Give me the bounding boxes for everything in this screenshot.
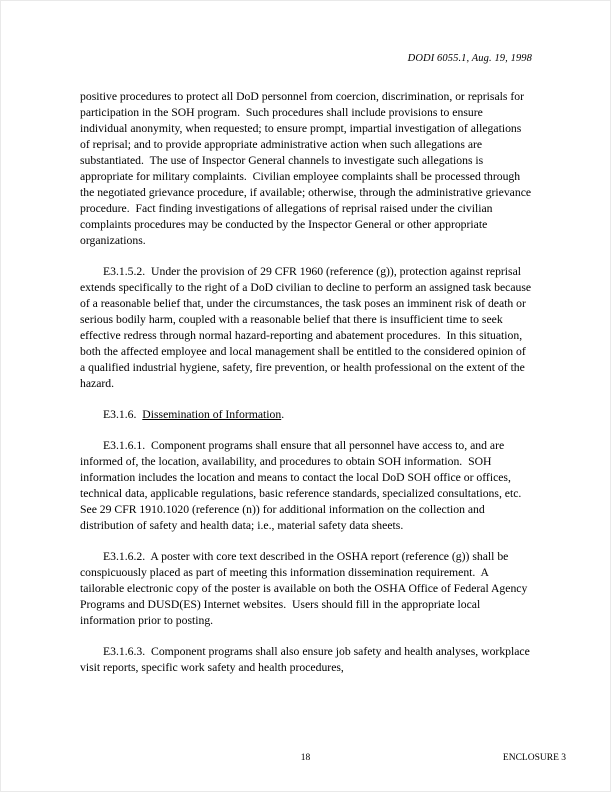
section-heading-title: Dissemination of Information: [142, 408, 282, 421]
document-id-header: DODI 6055.1, Aug. 19, 1998: [407, 53, 532, 64]
paragraph-e3-1-6-3: E3.1.6.3. Component programs shall also ensure job safety and health analyses, workplace visit reports, specific work safety and health procedures,: [80, 645, 533, 674]
section-heading-period: .: [281, 408, 285, 421]
paragraph-e3-1-6-2: E3.1.6.2. A poster with core text described in the OSHA report (reference (g)) shall be conspicuously placed as part of meeting this information dissemination requirement. A tailorable electronic copy of the poster is available on both the OSHA Office of Federal Agency Programs and DUSD(ES) Internet websites. Users should fill in the appropriate local information prior to posting.: [80, 550, 531, 627]
section-heading-number: E3.1.6.: [103, 408, 143, 421]
paragraph-e3-1-5-2: E3.1.5.2. Under the provision of 29 CFR 1960 (reference (g)), protection against reprisal extends specifically to the right of a DoD civilian to decline to perform an assigned task because of a reasonable belief that, under the circumstances, the task poses an imminent risk of death or serious bodily harm, coupled with a reasonable belief that there is insufficient time to seek effective redress through normal hazard-reporting and abatement procedures. In this situation, both the affected employee and local management shall be entitled to the considered opinion of a qualified industrial hygiene, safety, fire prevention, or health professional on the extent of the hazard.: [80, 265, 535, 390]
paragraph-continuation: positive procedures to protect all DoD personnel from coercion, discrimination, or reprisals for participation in the SOH program. Such procedures shall include provisions to ensure individual anonymity, when requested; to ensure prompt, impartial investigation of allegations of reprisal; and to provide appropriate administrative action when such allegations are substantiated. The use of Inspector General channels to investigate such allegations is appropriate for military complaints. Civilian employee complaints shall be processed through the negotiated grievance procedure, if available; otherwise, through the administrative grievance procedure. Fact finding investigations of allegations of reprisal raised under the civilian complaints procedures may be conducted by the Inspector General or other appropriate organizations.: [80, 90, 535, 247]
paragraph-e3-1-6-1: E3.1.6.1. Component programs shall ensure that all personnel have access to, and are informed of, the location, availability, and procedures to obtain SOH information. SOH information includes the location and means to contact the local DoD SOH office or offices, technical data, applicable regulations, basic reference standards, specialized consultations, etc. See 29 CFR 1910.1020 (reference (n)) for additional information on the collection and distribution of safety and health data; i.e., material safety data sheets.: [80, 439, 528, 532]
enclosure-label: ENCLOSURE 3: [502, 753, 566, 763]
section-heading-e3-1-6: [80, 407, 532, 423]
document-body: [80, 89, 535, 691]
page-number: 18: [300, 753, 311, 763]
document-footer: [0, 753, 611, 773]
